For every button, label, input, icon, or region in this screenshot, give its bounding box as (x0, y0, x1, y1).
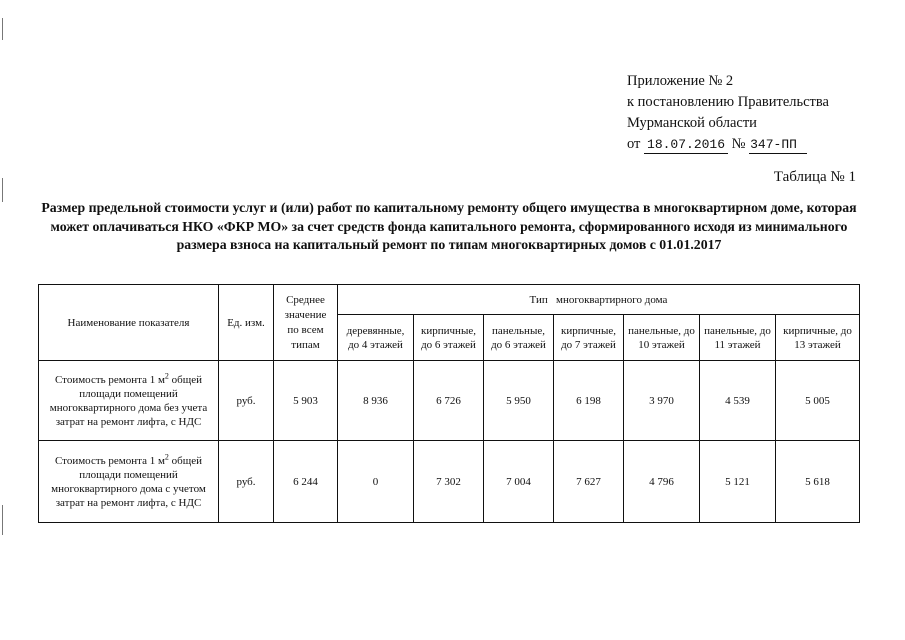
cost-table (38, 284, 860, 523)
row-value: 5 005 (776, 361, 860, 441)
header-type-panel-10: панельные, до 10 этажей (624, 315, 700, 361)
appendix-resolution: к постановлению Правительства (627, 94, 829, 110)
table-row (39, 441, 860, 523)
number-prefix: № (731, 136, 746, 152)
table-header-row (39, 285, 860, 315)
header-type-panel-6: панельные, до 6 этажей (484, 315, 554, 361)
table-number: Таблица № 1 (773, 169, 856, 185)
appendix-block (627, 71, 897, 155)
row-average: 5 903 (274, 361, 338, 441)
row-value: 3 970 (624, 361, 700, 441)
scan-margin-mark (2, 505, 3, 535)
appendix-region: Мурманской области (627, 115, 757, 131)
row-unit: руб. (219, 361, 274, 441)
table-row (39, 361, 860, 441)
scan-margin-mark (2, 18, 3, 40)
row-indicator-name: Стоимость ремонта 1 $м^2$ общей площади помещений многоквартирного дома с учетом затрат на ремонт лифта, с НДС (39, 441, 219, 523)
header-type-brick-6: кирпичные, до 6 этажей (414, 315, 484, 361)
document-title: Размер предельной стоимости услуг и (или) работ по капитальному ремонту общего имущества в многоквартирном доме, которая может оплачиваться НКО «ФКР МО» за счет средств фонда капитального ремонта, сформированного исходя из минимального размера взноса на капитальный ремонт по типам многоквартирных домов с 01.01.2017 (41, 200, 857, 252)
row-value: 7 302 (414, 441, 484, 523)
row-value: 4 796 (624, 441, 700, 523)
row-value: 8 936 (338, 361, 414, 441)
row-value: 5 121 (700, 441, 776, 523)
header-type-brick-7: кирпичные, до 7 этажей (554, 315, 624, 361)
header-type-wooden-4: деревянные, до 4 этажей (338, 315, 414, 361)
header-unit: Ед. изм. (219, 285, 274, 361)
row-value: 6 198 (554, 361, 624, 441)
header-type-panel-11: панельные, до 11 этажей (700, 315, 776, 361)
row-value: 6 726 (414, 361, 484, 441)
row-value: 4 539 (700, 361, 776, 441)
row-value: 5 950 (484, 361, 554, 441)
resolution-number: 347-ПП (749, 137, 807, 154)
date-prefix: от (627, 136, 641, 152)
resolution-date: 18.07.2016 (644, 137, 728, 154)
row-value: 7 627 (554, 441, 624, 523)
header-indicator: Наименование показателя (39, 285, 219, 361)
row-value: 0 (338, 441, 414, 523)
appendix-date-line (627, 134, 897, 155)
header-type-brick-13: кирпичные, до 13 этажей (776, 315, 860, 361)
scan-margin-mark (2, 178, 3, 202)
row-value: 7 004 (484, 441, 554, 523)
row-unit: руб. (219, 441, 274, 523)
header-house-type: Тип многоквартирного дома (338, 285, 860, 315)
row-value: 5 618 (776, 441, 860, 523)
row-average: 6 244 (274, 441, 338, 523)
appendix-title: Приложение № 2 (627, 73, 734, 89)
header-average: Среднее значение по всем типам (274, 285, 338, 361)
row-indicator-name: Стоимость ремонта 1 $м^2$ общей площади помещений многоквартирного дома без учета затрат на ремонт лифта, с НДС (39, 361, 219, 441)
